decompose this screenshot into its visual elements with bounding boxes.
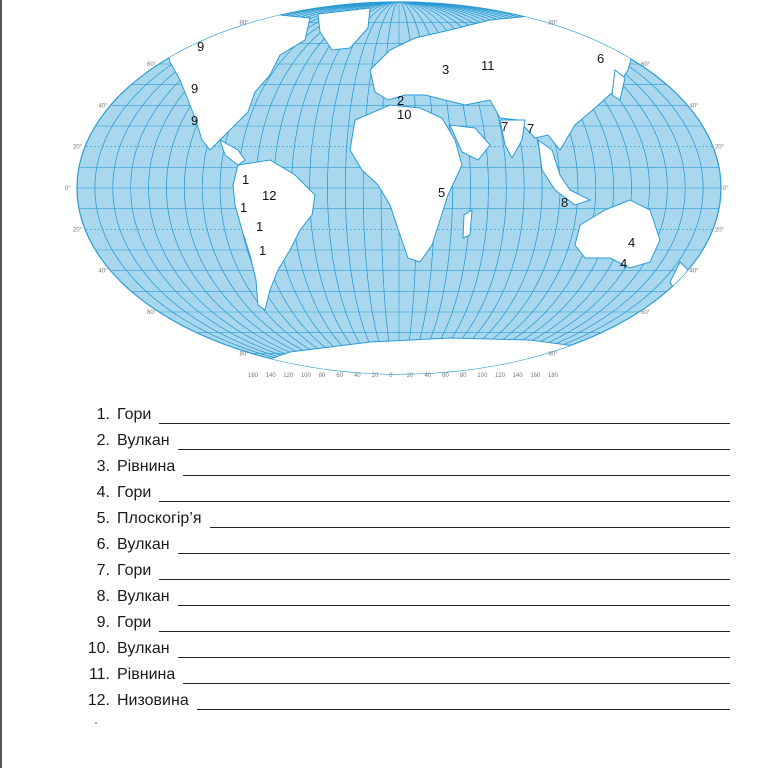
marker-5: 5 xyxy=(438,185,446,200)
longitude-label: 100 xyxy=(477,373,488,379)
item-number: 11. xyxy=(88,666,110,683)
world-map xyxy=(65,0,730,382)
marker-3: 3 xyxy=(442,62,450,77)
longitude-label: 80 xyxy=(318,373,326,379)
latitude-label: 40° xyxy=(98,268,108,275)
item-term: Низовина xyxy=(117,692,189,709)
longitude-label: 160 xyxy=(530,373,541,379)
latitude-label: 80° xyxy=(548,20,558,27)
item-number: 7. xyxy=(96,562,110,579)
longitude-label: 180 xyxy=(548,373,559,379)
latitude-label: 20° xyxy=(73,227,83,234)
marker-9-c: 9 xyxy=(191,113,199,128)
latitude-label: 60° xyxy=(641,310,651,316)
stray-dot xyxy=(95,722,97,724)
item-term: Рівнина xyxy=(117,458,176,475)
marker-6: 6 xyxy=(597,51,605,66)
item-term: Плоскогір’я xyxy=(117,510,202,527)
latitude-label: 20° xyxy=(73,144,83,151)
longitude-label: 160 xyxy=(248,373,259,379)
longitude-label: 120 xyxy=(495,373,506,379)
latitude-label: 20° xyxy=(714,227,725,234)
item-term: Гори xyxy=(117,562,152,579)
longitude-label: 40 xyxy=(424,373,432,379)
longitude-label: 40 xyxy=(353,373,361,379)
list-item xyxy=(80,580,730,606)
item-term: Гори xyxy=(117,484,152,501)
latitude-label: 80° xyxy=(239,20,249,27)
latitude-label: 60° xyxy=(641,62,651,68)
answer-line[interactable] xyxy=(159,407,730,424)
item-term: Рівнина xyxy=(117,666,176,683)
item-number: 10. xyxy=(87,640,110,657)
list-item xyxy=(80,658,730,684)
longitude-label: 60 xyxy=(442,373,449,379)
list-item xyxy=(80,554,730,580)
answer-line[interactable] xyxy=(159,485,730,502)
item-term: Гори xyxy=(117,406,152,423)
item-term: Вулкан xyxy=(117,588,170,605)
item-number: 2. xyxy=(96,432,110,449)
item-number: 12. xyxy=(87,692,110,709)
longitude-label: 20 xyxy=(371,373,379,379)
latitude-label: 60° xyxy=(146,62,157,68)
latitude-label: 40° xyxy=(689,103,699,110)
answer-line[interactable] xyxy=(183,459,730,476)
marker-7-a: 7 xyxy=(501,119,509,134)
marker-11: 11 xyxy=(481,58,495,73)
marker-2: 2 xyxy=(397,93,405,108)
item-number: 3. xyxy=(96,458,110,475)
item-term: Вулкан xyxy=(117,536,170,553)
list-item xyxy=(80,528,730,554)
item-number: 6. xyxy=(96,536,110,553)
latitude-label: 40° xyxy=(98,103,108,110)
answer-line[interactable] xyxy=(197,693,730,710)
answer-line[interactable] xyxy=(210,511,731,528)
longitude-label: 140 xyxy=(265,373,276,379)
item-number: 8. xyxy=(96,588,110,605)
list-item xyxy=(80,606,730,632)
item-number: 5. xyxy=(96,510,110,527)
marker-4-b: 4 xyxy=(620,256,628,271)
list-item xyxy=(80,502,730,528)
answer-line[interactable] xyxy=(159,615,730,632)
item-number: 1. xyxy=(96,406,110,423)
item-number: 4. xyxy=(96,484,110,501)
answer-list xyxy=(80,398,730,710)
marker-1-c: 1 xyxy=(256,219,264,234)
item-term: Вулкан xyxy=(117,640,170,657)
marker-1-d: 1 xyxy=(259,243,267,258)
answer-line[interactable] xyxy=(183,667,730,684)
marker-4-a: 4 xyxy=(628,235,636,250)
list-item xyxy=(80,632,730,658)
marker-9-b: 9 xyxy=(191,81,199,96)
longitude-label: 0 xyxy=(389,373,393,379)
longitude-label: 20 xyxy=(406,373,414,379)
list-item xyxy=(80,476,730,502)
longitude-label: 120 xyxy=(283,373,294,379)
marker-10: 10 xyxy=(397,107,412,122)
latitude-label: 0° xyxy=(723,186,729,192)
marker-7-b: 7 xyxy=(527,121,535,136)
item-term: Вулкан xyxy=(117,432,170,449)
latitude-label: 20° xyxy=(714,144,725,151)
longitude-label: 60 xyxy=(336,373,343,379)
answer-line[interactable] xyxy=(178,433,730,450)
answer-line[interactable] xyxy=(159,563,730,580)
list-item xyxy=(80,450,730,476)
answer-line[interactable] xyxy=(178,537,730,554)
answer-line[interactable] xyxy=(178,641,730,658)
latitude-label: 40° xyxy=(689,268,699,275)
latitude-label: 0° xyxy=(65,186,71,192)
marker-9-a: 9 xyxy=(197,39,205,54)
list-item xyxy=(80,398,730,424)
longitude-label: 80 xyxy=(459,373,467,379)
longitude-label: 140 xyxy=(512,373,523,379)
latitude-label: 80° xyxy=(548,351,558,358)
list-item xyxy=(80,424,730,450)
answer-line[interactable] xyxy=(178,589,730,606)
marker-8: 8 xyxy=(561,195,569,210)
marker-1-a: 1 xyxy=(242,172,250,187)
marker-1-b: 1 xyxy=(240,200,248,215)
page-edge xyxy=(0,0,2,768)
longitude-label: 100 xyxy=(300,373,311,379)
list-item xyxy=(80,684,730,710)
latitude-label: 80° xyxy=(239,351,249,358)
item-term: Гори xyxy=(117,614,152,631)
latitude-label: 60° xyxy=(146,310,157,316)
marker-12: 12 xyxy=(262,188,277,203)
item-number: 9. xyxy=(96,614,110,631)
